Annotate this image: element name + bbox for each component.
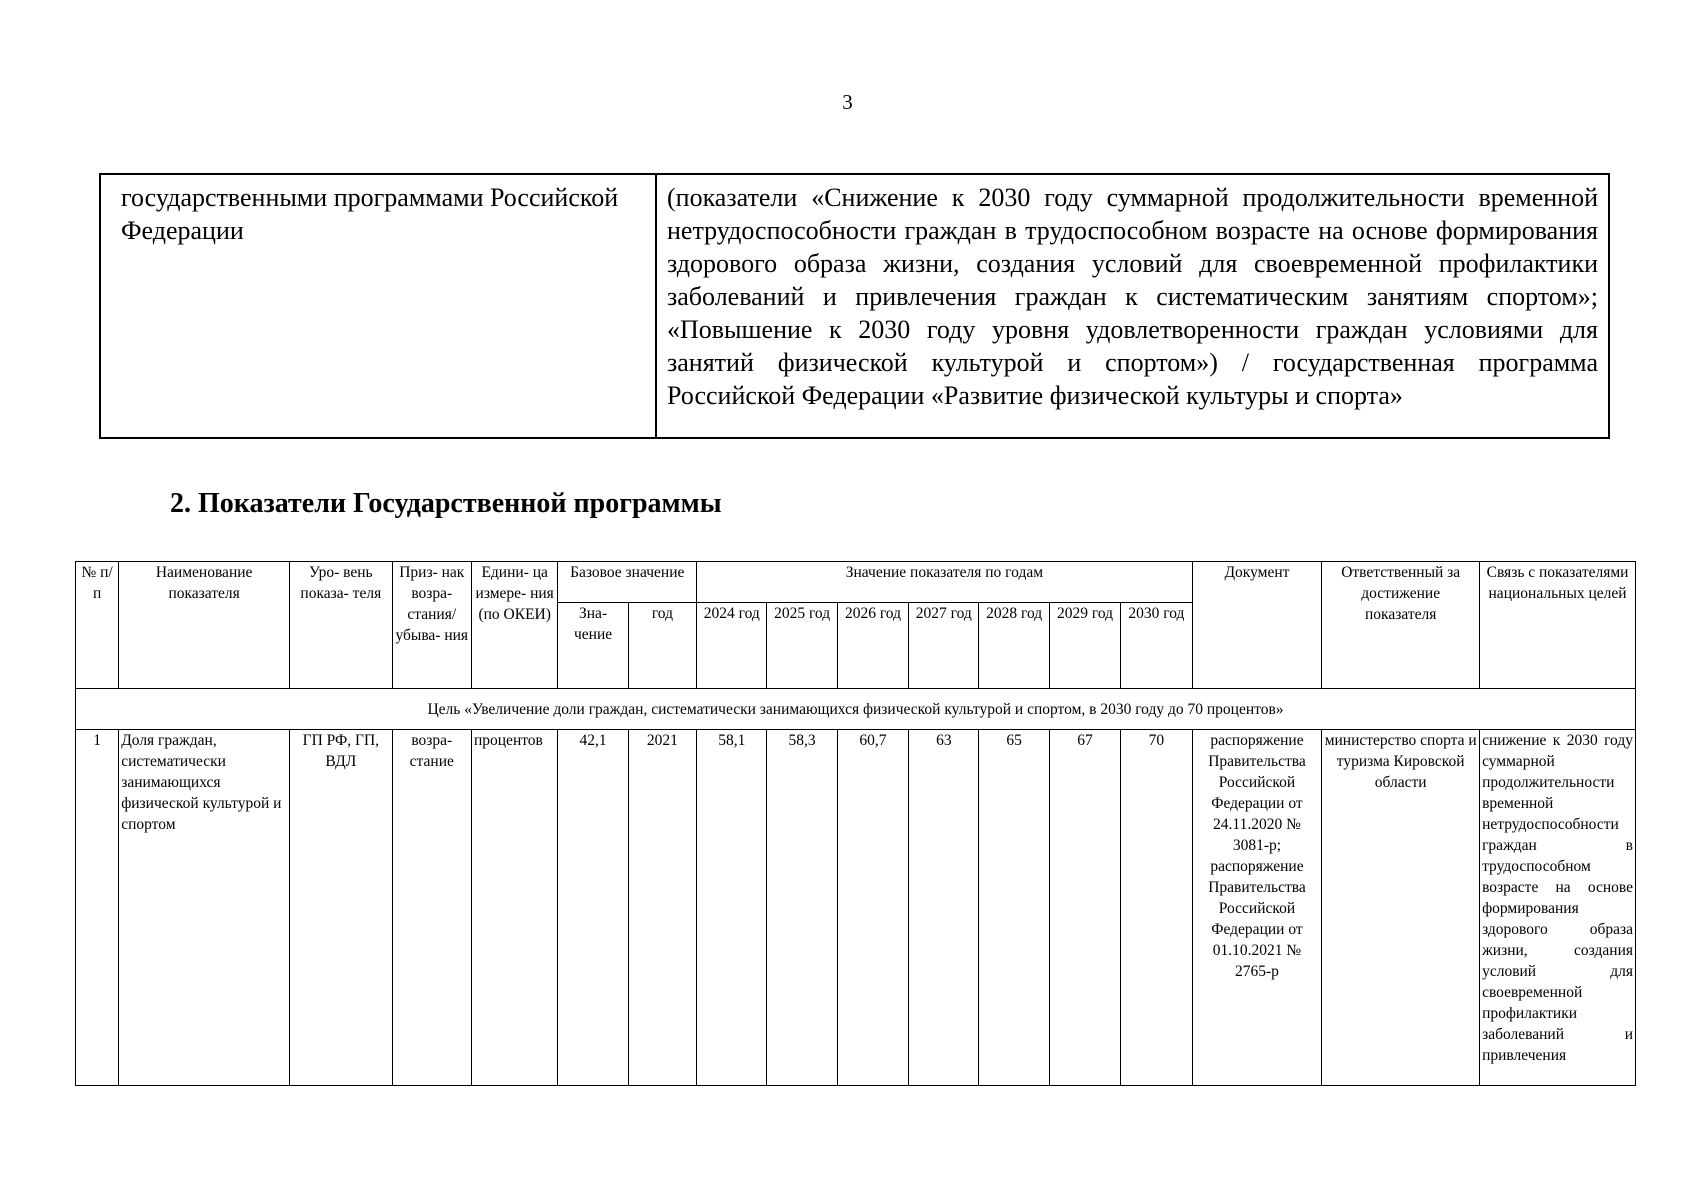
header-document: Документ	[1192, 562, 1322, 689]
header-year-2029: 2029 год	[1049, 603, 1120, 689]
header-row-1	[76, 562, 1636, 603]
row-num: 1	[76, 730, 119, 1086]
continuation-left-cell: государственными программами Российской Федерации	[101, 175, 657, 437]
row-level: ГП РФ, ГП, ВДЛ	[290, 730, 393, 1086]
page-number: 3	[842, 90, 853, 114]
header-sign: Приз- нак возра- стания/ убыва- ния	[392, 562, 471, 689]
row-value-2025: 58,3	[767, 730, 837, 1086]
row-value-2030: 70	[1121, 730, 1192, 1086]
row-sign: возра- стание	[392, 730, 471, 1086]
continuation-table	[99, 173, 1610, 439]
header-base-value: Зна- чение	[558, 603, 628, 689]
row-base-value: 42,1	[558, 730, 628, 1086]
header-level: Уро- вень показа- теля	[290, 562, 393, 689]
row-value-2029: 67	[1049, 730, 1120, 1086]
row-document: распоряжение Правительства Российской Федерации от 24.11.2020 № 3081-р; распоряжение Правительства Российской Федерации от 01.10.2021 № 2765-р	[1192, 730, 1322, 1086]
header-year-2026: 2026 год	[837, 603, 908, 689]
goal-text: Цель «Увеличение доли граждан, систематически занимающихся физической культурой и спортом, в 2030 году до 70 процентов»	[76, 689, 1636, 730]
header-unit: Едини- ца измере- ния (по ОКЕИ)	[471, 562, 557, 689]
header-year-2027: 2027 год	[909, 603, 979, 689]
header-link: Связь с показателями национальных целей	[1480, 562, 1636, 689]
row-name: Доля граждан, систематически занимающихся физической культурой и спортом	[119, 730, 290, 1086]
row-link: снижение к 2030 году суммарной продолжительности временной нетрудоспособности граждан в трудоспособном возрасте на основе формирования здорового образа жизни, создания условий для своевременной профилактики заболеваний и привлечения	[1480, 730, 1636, 1086]
header-year-2024: 2024 год	[697, 603, 767, 689]
row-value-2024: 58,1	[697, 730, 767, 1086]
header-year-2028: 2028 год	[979, 603, 1049, 689]
continuation-right-cell: (показатели «Снижение к 2030 году суммарной продолжительности временной нетрудоспособности граждан в трудоспособном возрасте на основе формирования здорового образа жизни, создания условий для своевременной профилактики заболеваний и привлечения граждан к систематическим занятиям спортом»; «Повышение к 2030 году уровня удовлетворенности граждан условиями для занятий физической культурой и спортом») / государственная программа Российской Федерации «Развитие физической культуры и спорта»	[667, 183, 1598, 410]
row-value-2028: 65	[979, 730, 1049, 1086]
row-value-2026: 60,7	[837, 730, 908, 1086]
header-year-2030: 2030 год	[1121, 603, 1192, 689]
header-year-2025: 2025 год	[767, 603, 837, 689]
header-years-group: Значение показателя по годам	[697, 562, 1193, 603]
header-num: № п/п	[76, 562, 119, 689]
row-unit: процентов	[471, 730, 557, 1086]
row-base-year: 2021	[628, 730, 696, 1086]
header-responsible: Ответственный за достижение показателя	[1322, 562, 1480, 689]
goal-row	[76, 689, 1636, 730]
section-title: 2. Показатели Государственной программы	[170, 488, 722, 519]
table-row	[76, 730, 1636, 1086]
row-value-2027: 63	[909, 730, 979, 1086]
indicators-table	[75, 561, 1636, 1086]
header-name: Наименование показателя	[119, 562, 290, 689]
row-responsible: министерство спорта и туризма Кировской области	[1322, 730, 1480, 1086]
header-base-year: год	[628, 603, 696, 689]
header-base: Базовое значение	[558, 562, 697, 603]
